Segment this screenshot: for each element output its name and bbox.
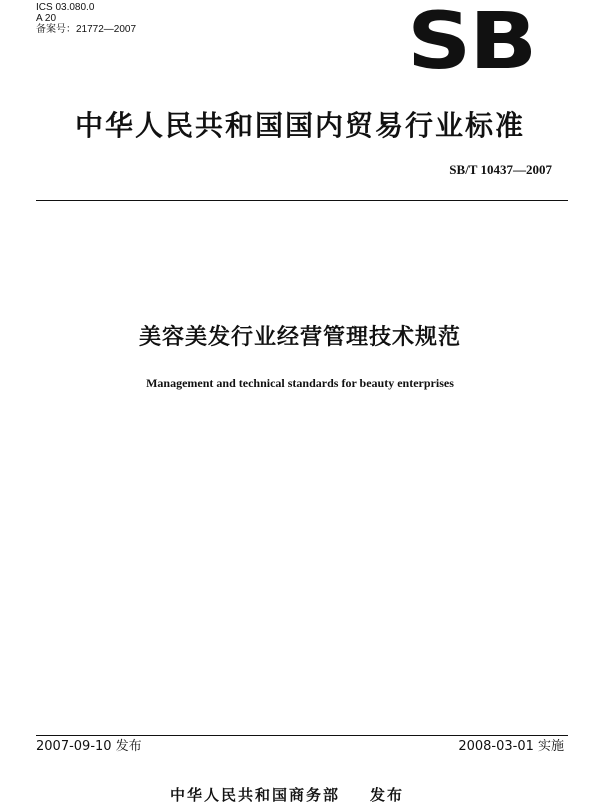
category-code: A 20 xyxy=(36,13,57,24)
sb-logo xyxy=(406,8,536,72)
publisher-action: 发布 xyxy=(370,786,405,804)
publisher-line xyxy=(170,784,404,805)
record-number: 备案号：21772—2007 xyxy=(36,24,137,35)
publisher-name: 中华人民共和国商务部 xyxy=(170,786,341,804)
issue-date: 2007-09-10 发布 xyxy=(36,739,142,754)
svg-text:SB: SB xyxy=(407,8,535,72)
top-divider xyxy=(36,200,568,201)
org-title: 中华人民共和国国内贸易行业标准 xyxy=(74,109,525,142)
ics-code: ICS 03.080.0 xyxy=(36,2,95,13)
document-title-cn: 美容美发行业经营管理技术规范 xyxy=(138,325,461,350)
standard-number: SB/T 10437—2007 xyxy=(449,162,552,177)
document-title-en: Management and technical standards for beauty enterprises xyxy=(146,376,454,390)
header-meta xyxy=(36,2,136,35)
bottom-divider xyxy=(36,735,568,736)
implement-date: 2008-03-01 实施 xyxy=(458,739,564,754)
